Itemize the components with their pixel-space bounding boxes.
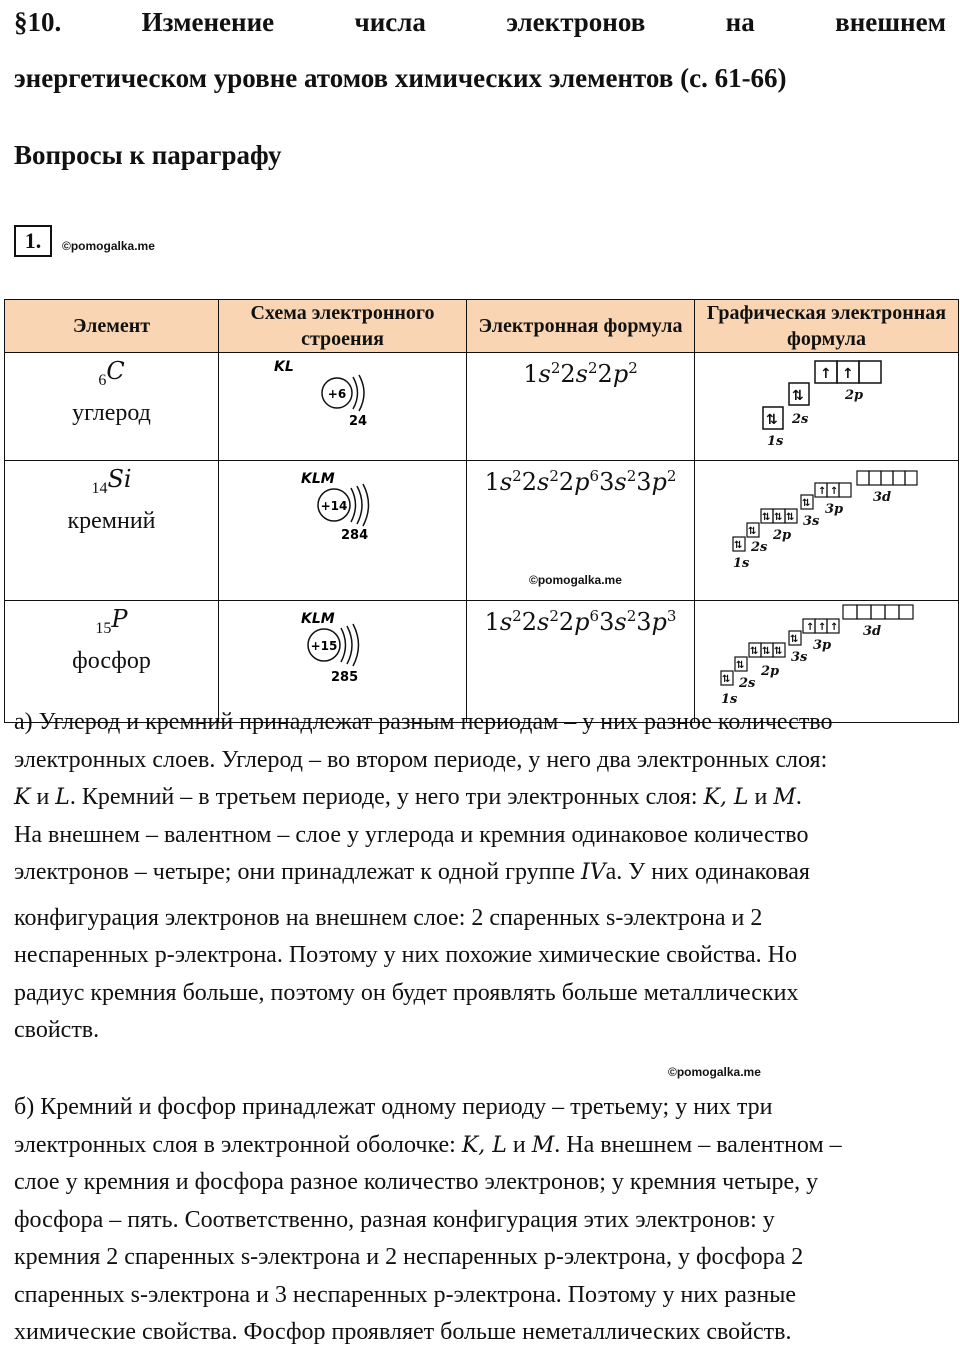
orbital-label: 3p	[813, 638, 832, 653]
shell-letters: KLM	[301, 471, 335, 487]
title-part: на	[725, 7, 755, 37]
svg-text:↑: ↑	[830, 622, 839, 633]
text-line: химические свойства. Фосфор проявляет больше неметаллических свойств.	[14, 1319, 792, 1345]
question-number: 1.	[14, 225, 52, 257]
svg-text:↑: ↑	[818, 486, 827, 497]
svg-text:⇅: ⇅	[748, 526, 757, 537]
watermark: ©pomogalka.me	[529, 573, 622, 587]
svg-text:⇅: ⇅	[750, 646, 759, 657]
text-line: спаренных s-электрона и 3 неспаренных p-электрона. Поэтому у них разные	[14, 1281, 796, 1308]
orbital-label: 2p	[845, 388, 864, 403]
svg-text:↑: ↑	[818, 622, 827, 633]
graphic-cell	[695, 461, 959, 601]
orbital-label: 2p	[773, 528, 792, 543]
electron-arrow: ↑	[842, 366, 854, 382]
shell-arc	[341, 628, 346, 662]
electron-arrows: ⇅	[792, 388, 804, 404]
svg-text:⇅: ⇅	[722, 674, 731, 685]
answer-paragraph-a	[14, 704, 948, 1050]
table-header-row	[5, 300, 959, 353]
title-part: внешнем	[835, 7, 946, 37]
title-line2: энергетическом уровне атомов химических элементов (с. 61-66)	[14, 63, 787, 93]
section-subheading: Вопросы к параграфу	[14, 140, 282, 170]
title-part: электронов	[506, 7, 646, 37]
scheme-cell	[219, 461, 467, 601]
shell-letters: KLM	[301, 611, 335, 627]
text-line: слое у кремния и фосфора разное количество электронов; у кремния четыре, у	[14, 1169, 819, 1195]
orbital-diagram	[695, 353, 957, 455]
formula-cell	[467, 353, 695, 461]
text-line: На внешнем – валентном – слое у углерода и кремния одинаковое количество	[14, 821, 809, 848]
text-line: фосфора – пять. Соответственно, разная конфигурация этих электронов: у	[14, 1206, 775, 1233]
orbital-label: 3p	[825, 502, 844, 517]
atom-shell-diagram	[219, 461, 465, 595]
text-line: неспаренных p-электрона. Поэтому у них похожие химические свойства. Но	[14, 942, 797, 968]
header-graphic: Графическая электронная формула	[695, 300, 959, 353]
text-line: электронов – четыре; они принадлежат к одной группе IVa. У них одинаковая	[14, 859, 810, 885]
header-formula: Электронная формула	[467, 300, 695, 353]
orbital-label: 2p	[761, 664, 780, 679]
shell-counts: 284	[341, 528, 369, 543]
nucleus-charge: +6	[327, 387, 347, 401]
text-line: свойств.	[14, 1017, 100, 1043]
svg-text:⇅: ⇅	[762, 646, 771, 657]
scheme-cell	[219, 353, 467, 461]
orbital-box	[859, 361, 881, 383]
title-part: Изменение	[141, 7, 275, 37]
svg-text:↑: ↑	[806, 622, 815, 633]
atomic-number: 6	[98, 371, 107, 389]
shell-arc	[347, 626, 352, 664]
shell-arc	[359, 375, 364, 411]
shell-counts: 285	[331, 670, 359, 685]
atomic-number: 15	[95, 619, 112, 637]
text-line: электронных слоев. Углерод – во втором периоде, у него два электронных слоя:	[14, 746, 828, 773]
svg-text:⇅: ⇅	[802, 498, 811, 509]
shell-arc	[357, 486, 362, 524]
table-row	[5, 353, 959, 461]
nucleus-charge: +14	[320, 499, 348, 513]
element-symbol: Si	[107, 465, 132, 493]
title-part: числа	[354, 7, 426, 37]
element-name: кремний	[67, 507, 156, 534]
orbital-label: 2s	[792, 412, 809, 427]
electron-formula: $1s^22s^22p^2$	[523, 359, 638, 388]
atom-shell-diagram	[219, 601, 465, 717]
text-line: радиус кремния больше, поэтому он будет проявлять больше металлических	[14, 979, 799, 1006]
element-symbol: P	[111, 605, 128, 633]
text-line: б) Кремний и фосфор принадлежат одному периоду – третьему; у них три	[14, 1094, 773, 1120]
electron-formula: $1s^22s^22p^63s^23p^3$	[484, 607, 677, 636]
orbital-diagram	[695, 461, 957, 595]
orbital-label: 3d	[873, 490, 892, 505]
electron-arrows: ⇅	[766, 412, 778, 428]
title-part: §10.	[14, 7, 62, 37]
shell-arc	[363, 484, 369, 526]
header-element: Элемент	[5, 300, 219, 353]
element-symbol: C	[106, 357, 125, 385]
graphic-cell	[695, 353, 959, 461]
shell-arc	[353, 624, 359, 666]
shell-counts: 24	[349, 414, 368, 429]
shell-letters: KL	[274, 359, 294, 375]
text-line: K и L. Кремний – в третьем периоде, у него три электронных слоя: K, L и M.	[14, 784, 802, 810]
electron-arrow: ↑	[820, 366, 832, 382]
svg-text:⇅: ⇅	[734, 540, 743, 551]
header-scheme: Схема электронного строения	[219, 300, 467, 353]
text-line: конфигурация электронов на внешнем слое: 2 спаренных s-электрона и 2	[14, 904, 763, 931]
text-line: электронных слоя в электронной оболочке: K, L и M. На внешнем – валентном –	[14, 1131, 842, 1158]
electron-structure-table	[4, 299, 959, 723]
orbital-label: 1s	[767, 434, 784, 449]
electron-formula: $1s^22s^22p^63s^23p^2$	[484, 467, 677, 496]
text-line: а) Углерод и кремний принадлежат разным периодам – у них разное количество	[14, 709, 833, 735]
orbital-diagram	[695, 601, 957, 717]
orbital-label: 3s	[803, 514, 820, 529]
orbital-label: 2s	[751, 540, 768, 555]
svg-text:⇅: ⇅	[790, 634, 799, 645]
page-title	[14, 0, 946, 100]
watermark: ©pomogalka.me	[62, 239, 155, 253]
orbital-label: 3d	[863, 624, 882, 639]
atom-shell-diagram	[219, 353, 465, 455]
table-row	[5, 461, 959, 601]
svg-text:⇅: ⇅	[786, 512, 795, 523]
atomic-number: 14	[91, 479, 108, 497]
svg-text:⇅: ⇅	[736, 660, 745, 671]
orbital-label: 2s	[739, 676, 756, 691]
svg-text:⇅: ⇅	[762, 512, 771, 523]
shell-arc	[353, 377, 358, 409]
orbital-label: 1s	[733, 556, 750, 571]
orbital-label: 3s	[791, 650, 808, 665]
element-cell	[5, 353, 219, 461]
shell-arc	[351, 488, 356, 522]
svg-text:⇅: ⇅	[774, 646, 783, 657]
text-line: кремния 2 спаренных s-электрона и 2 неспаренных p-электрона, у фосфора 2	[14, 1244, 804, 1270]
element-cell	[5, 461, 219, 601]
watermark: ©pomogalka.me	[668, 1065, 761, 1079]
element-name: углерод	[72, 399, 151, 426]
answer-paragraph-b	[14, 1089, 948, 1352]
formula-cell	[467, 461, 695, 601]
nucleus-charge: +15	[310, 639, 338, 653]
svg-text:⇅: ⇅	[774, 512, 783, 523]
svg-text:↑: ↑	[830, 486, 839, 497]
element-name: фосфор	[72, 647, 151, 674]
orbital-label: 1s	[721, 692, 738, 707]
